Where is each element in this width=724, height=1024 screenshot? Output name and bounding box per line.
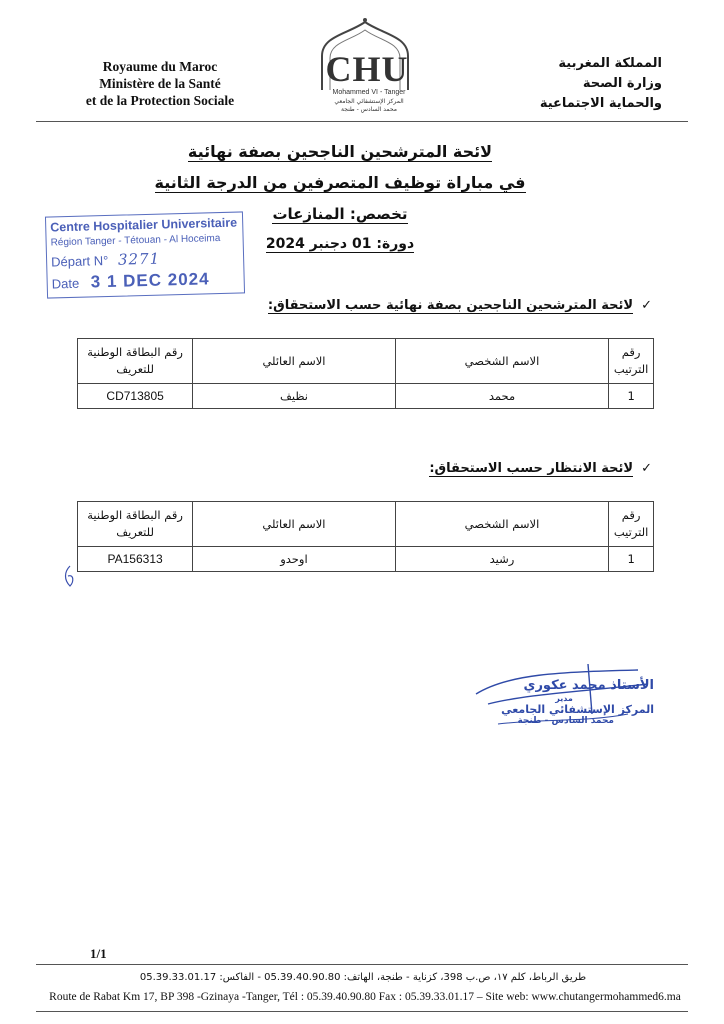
signature-line-1: الأستاذ محمد عكوري [523,678,654,693]
cell-first-name: رشيد [395,547,609,572]
waiting-list-table [77,501,654,572]
column-header-rank: رقم الترتيب [609,502,654,547]
column-header-cin: رقم البطاقة الوطنية للتعريف [78,502,193,547]
title-session-text: دورة: 01 دجنبر 2024 [265,236,415,252]
header-ar-line-3: والحماية الاجتماعية [539,96,662,111]
title-line-2-text: في مباراة توظيف المتصرفين من الدرجة الثانية [154,173,526,192]
column-header-first-name: الاسم الشخصي [395,339,609,384]
cell-rank: 1 [609,547,654,572]
section-final-heading [232,298,652,313]
table-header-row [78,502,654,547]
column-header-last-name: الاسم العائلي [193,502,396,547]
header-fr-line-3: et de la Protection Sociale [85,93,235,108]
cell-cin: CD713805 [78,384,193,409]
header-divider [36,121,688,122]
header-ar-line-1: المملكة المغربية [558,56,662,71]
cell-last-name: نظيف [193,384,396,409]
stamp-date [51,269,209,293]
title-line-1 [120,142,560,161]
section-waiting-heading-text: لائحة الانتظار حسب الاستحقاق: [429,461,634,476]
header-ar-line-2: وزارة الصحة [582,76,662,91]
header-french [60,58,260,109]
logo-text: CHU [325,49,409,89]
table-row [78,547,654,572]
logo-ar-line-1: المركز الإستشفائي الجامعي [334,98,404,105]
stamp-date-label: Date [51,275,80,292]
stamp-date-value: 3 1 DEC 2024 [90,269,210,292]
footer-bottom-divider [36,1011,688,1012]
table-row [78,384,654,409]
section-waiting-heading [232,461,652,476]
column-header-first-name: الاسم الشخصي [395,502,609,547]
column-header-last-name: الاسم العائلي [193,339,396,384]
header-arabic [492,54,662,114]
checkmark-icon: ✓ [641,298,652,313]
cell-first-name: محمد [395,384,609,409]
title-line-1-text: لائحة المترشحين الناجحين بصفة نهائية [187,142,493,161]
footer-divider [36,964,688,965]
cell-rank: 1 [609,384,654,409]
initials-mark-icon [62,564,78,590]
title-line-2 [120,173,560,192]
header-fr-line-2: Ministère de la Santé [99,76,221,91]
signature-line-4: محمد السادس - طنجة [517,716,614,726]
director-signature-stamp [468,664,658,744]
stamp-line-1: Centre Hospitalier Universitaire [50,215,238,235]
column-header-rank: رقم الترتيب [609,339,654,384]
table-header-row [78,339,654,384]
signature-line-2: مدير [555,694,573,703]
cell-last-name: اوحدو [193,547,396,572]
reception-stamp [45,211,245,298]
column-header-cin: رقم البطاقة الوطنية للتعريف [78,339,193,384]
signature-line-3: المركز الإستشفائي الجامعي [501,703,654,716]
header-fr-line-1: Royaume du Maroc [102,59,218,74]
logo-ar-line-2: محمد السادس - طنجة [341,106,397,113]
chu-logo [300,18,430,122]
stamp-line-2: Région Tanger - Tétouan - Al Hoceima [50,233,221,249]
section-final-heading-text: لائحة المترشحين الناجحين بصفة نهائية حسب الاستحقاق: [267,298,634,313]
logo-arabic [314,98,424,114]
stamp-depart [51,250,160,271]
checkmark-icon: ✓ [641,461,652,476]
signature-stamp-text [474,678,654,726]
final-list-table [77,338,654,409]
stamp-depart-label: Départ N° [50,252,109,270]
page-number: 1/1 [90,946,107,961]
logo-subtitle: Mohammed VI - Tanger [332,89,406,96]
footer-arabic: طريق الرباط، كلم ١٧، ص.ب 398، كزناية - طنجة، الهاتف: 05.39.40.90.80 - الفاكس: 05.39.33.01.17 [139,972,587,983]
stamp-depart-number: 3271 [117,249,161,269]
cell-cin: PA156313 [78,547,193,572]
title-specialty-text: تخصص: المنازعات [272,205,408,223]
footer-french: Route de Rabat Km 17, BP 398 -Gzinaya -Tanger, Tél : 05.39.40.90.80 Fax : 05.39.33.01.17 – Site web: www.chutangermohammed6.ma [49,991,681,1003]
